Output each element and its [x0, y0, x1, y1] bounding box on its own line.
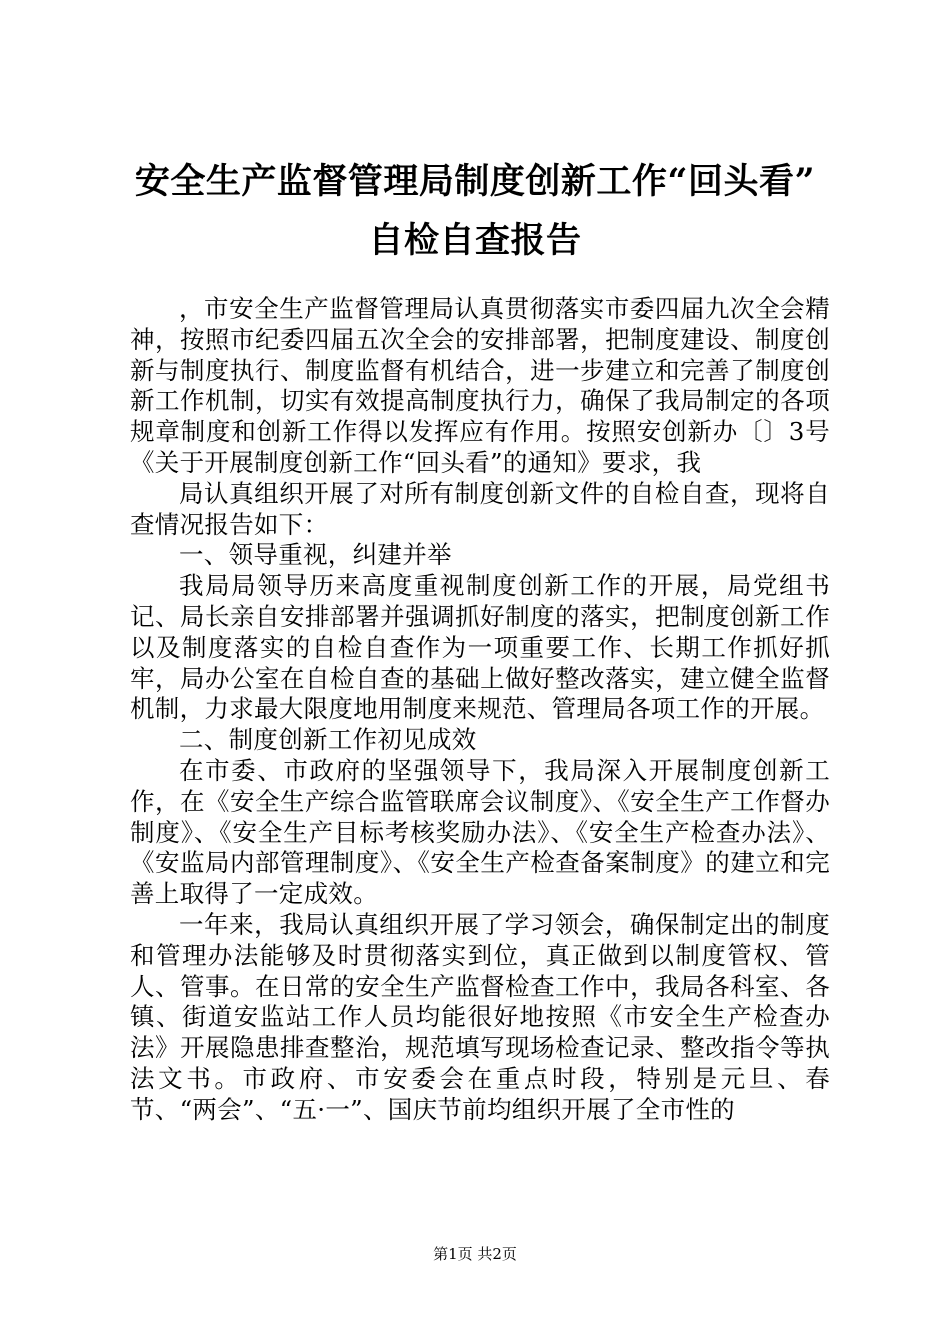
paragraph-achievements: 在市委、市政府的坚强领导下，我局深入开展制度创新工作，在《安全生产综合监管联席会议制度》、《安全生产工作督办制度》、《安全生产目标考核奖励办法》、《安全生产检查办法》、《安监局内部管理制度》、《安全生产检查备案制度》的建立和完善上取得了一定成效。 — [130, 755, 830, 909]
paragraph-leadership: 我局局领导历来高度重视制度创新工作的开展，局党组书记、局长亲自安排部署并强调抓好制度的落实，把制度创新工作以及制度落实的自检自查作为一项重要工作、长期工作抓好抓牢，局办公室在自检自查的基础上做好整改落实，建立健全监督机制，力求最大限度地用制度来规范、管理局各项工作的开展。 — [130, 571, 830, 724]
section-heading-1: 一、领导重视，纠建并举 — [179, 540, 452, 570]
document-title-line-2: 自检自查报告 — [368, 220, 582, 261]
page-footer: 第1页 共2页 — [433, 1245, 517, 1263]
document-body — [130, 294, 830, 1126]
paragraph-implementation: 一年来，我局认真组织开展了学习领会，确保制定出的制度和管理办法能够及时贯彻落实到位，真正做到以制度管权、管人、管事。在日常的安全生产监督检查工作中，我局各科室、各镇、街道安监站工作人员均能很好地按照《市安全生产检查办法》开展隐患排查整治，规范填写现场检查记录、整改指令等执法文书。市政府、市安委会在重点时段，特别是元旦、春节、“两会”、“五·一”、国庆节前均组织开展了全市性的 — [130, 909, 830, 1124]
section-heading-2: 二、制度创新工作初见成效 — [179, 725, 477, 755]
document-title-line-1: 安全生产监督管理局制度创新工作“回头看” — [134, 161, 816, 202]
paragraph-intro-continued: 局认真组织开展了对所有制度创新文件的自检自查，现将自查情况报告如下： — [130, 478, 830, 539]
paragraph-intro: ，市安全生产监督管理局认真贯彻落实市委四届九次全会精神，按照市纪委四届五次全会的安排部署，把制度建设、制度创新与制度执行、制度监督有机结合，进一步建立和完善了制度创新工作机制，切实有效提高制度执行力，确保了我局制定的各项规章制度和创新工作得以发挥应有作用。按照安创新办〔〕3号《关于开展制度创新工作“回头看”的通知》要求，我 — [130, 294, 831, 477]
